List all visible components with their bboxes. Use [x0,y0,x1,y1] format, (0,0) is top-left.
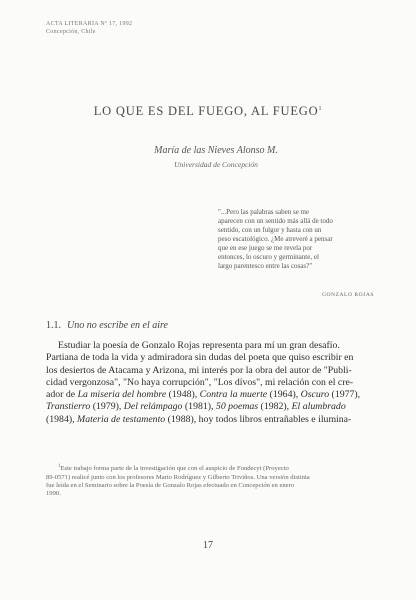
article-title-text: LO QUE ES DEL FUEGO, AL FUEGO [93,104,319,118]
footnote-line-text: Este trabajo forma parte de la investigación que con el auspicio de Fondecyt (Proyecto [60,465,289,473]
title-footnote-mark: 1 [318,105,323,112]
epigraph-line: entonces, lo oscuro y germinante, el [218,253,319,261]
journal-location: Concepción, Chile [46,29,96,35]
epigraph [218,208,378,271]
section-number: 1.1. [46,320,61,331]
epigraph-attribution: GONZALO ROJAS [321,292,374,298]
epigraph-line: "...Pero las palabras saben se me [218,208,310,216]
author-affiliation: Universidad de Concepción [174,160,258,169]
footnote-mark: 1 [58,464,61,469]
page-number: 17 [203,540,213,551]
epigraph-line: que en ese juego se me revela por [218,244,313,252]
body-line: Transtierro (1979), Del relámpago (1981), 50 poemas (1982), El alumbrado [46,401,346,413]
footnote-line [46,463,378,474]
footnote [46,463,378,499]
body-line: ador de La miseria del hombre (1948), Contra la muerte (1964), Oscuro (1977), [46,389,361,401]
body-line: cidad vergonzosa", "No haya corrupción", "Los dívos", mi relación con el cre- [46,376,354,388]
body-line: Estudiar la poesía de Gonzalo Rojas representa para mí un gran desafío. [58,340,340,351]
epigraph-line: largo parentesco entre las cosas?" [218,262,313,270]
journal-name: ACTA LITERARIA Nº 17, 1992 [46,21,133,27]
body-line: los desiertos de Atacama y Arizona, mi interés por la obra del autor de "Publi- [46,364,352,376]
body-line: (1984), Materia de testamento (1988), hoy todos libros entrañables e ilumina- [46,413,352,425]
section-title: Uno no escribe en el aire [67,320,168,331]
epigraph-line: sentido, con un fulgor y hasta con un [218,226,322,234]
footnote-line: 89-0571) realicé junto con los profesores Mario Rodríguez y Gilberto Triviños. Una versión distinta [46,473,310,481]
epigraph-line: aparecen con un sentido más allá de todo [218,217,333,225]
section-heading [46,320,168,331]
epigraph-line: peso escatológico. ¿Me atreveré a pensar [218,235,333,243]
author-name: María de las Nieves Alonso M. [154,145,278,156]
footnote-line: 1990. [46,490,61,498]
running-head [46,20,132,36]
body-paragraph [46,340,378,426]
footnote-line: fue leída en el Seminario sobre la Poesía de Gonzalo Rojas efectuado en Concepción en enero [46,482,295,489]
article-title [0,104,416,119]
body-line: Partiana de toda la vida y admiradora sin dudas del poeta que quiso escribir en [46,352,354,364]
